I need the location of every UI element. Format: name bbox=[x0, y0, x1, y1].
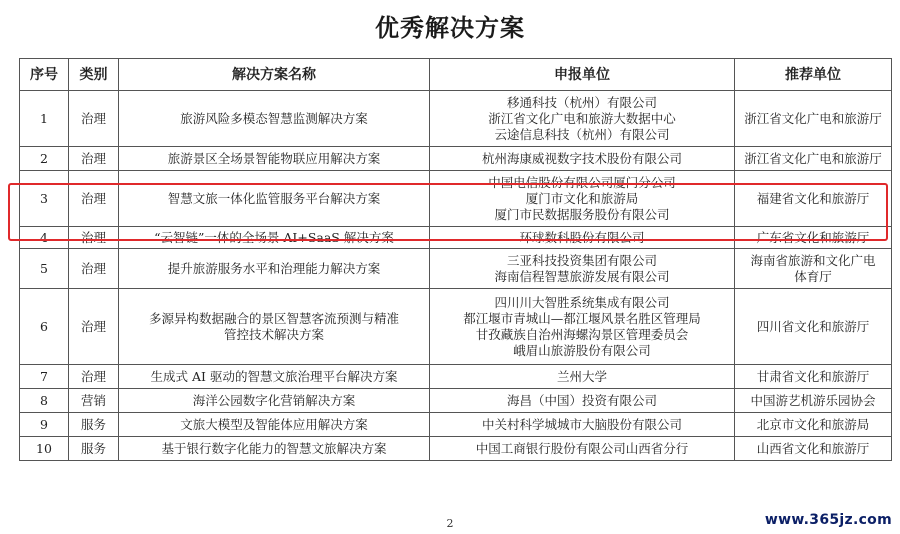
cell-applicant-org-line: 四川川大智胜系统集成有限公司 bbox=[494, 294, 670, 310]
cell-solution-name bbox=[119, 147, 430, 171]
header-no: 序号 bbox=[20, 59, 69, 91]
cell-solution-name bbox=[119, 249, 430, 289]
cell-recommender-line: 浙江省文化广电和旅游厅 bbox=[744, 110, 882, 126]
cell-solution-name-line: “云智链”一体的全场景 AI+SaaS 解决方案 bbox=[154, 229, 394, 245]
cell-recommender bbox=[735, 437, 892, 461]
cell-applicant-org-line: 浙江省文化广电和旅游大数据中心 bbox=[488, 110, 676, 126]
table-row bbox=[20, 437, 892, 461]
table-row bbox=[20, 413, 892, 437]
cell-applicant-org-line: 云途信息科技（杭州）有限公司 bbox=[494, 126, 670, 142]
table-row bbox=[20, 289, 892, 365]
cell-no: 2 bbox=[20, 147, 69, 171]
cell-recommender bbox=[735, 289, 892, 365]
cell-no: 1 bbox=[20, 91, 69, 147]
cell-applicant-org-line: 海昌（中国）投资有限公司 bbox=[506, 392, 657, 408]
cell-category: 治理 bbox=[69, 171, 119, 227]
cell-category: 治理 bbox=[69, 249, 119, 289]
cell-solution-name bbox=[119, 413, 430, 437]
cell-recommender bbox=[735, 171, 892, 227]
cell-applicant-org-line: 厦门市民数据服务股份有限公司 bbox=[494, 206, 670, 222]
cell-solution-name bbox=[119, 389, 430, 413]
cell-applicant-org bbox=[430, 249, 735, 289]
cell-applicant-org-line: 环球数科股份有限公司 bbox=[519, 229, 645, 245]
cell-recommender-line: 四川省文化和旅游厅 bbox=[756, 318, 870, 334]
table-row bbox=[20, 389, 892, 413]
cell-applicant-org-line: 移通科技（杭州）有限公司 bbox=[506, 94, 657, 110]
table-row bbox=[20, 227, 892, 249]
cell-recommender-line: 福建省文化和旅游厅 bbox=[756, 190, 870, 206]
cell-no: 7 bbox=[20, 365, 69, 389]
cell-category: 治理 bbox=[69, 147, 119, 171]
cell-category: 营销 bbox=[69, 389, 119, 413]
cell-applicant-org-line: 中国工商银行股份有限公司山西省分行 bbox=[475, 440, 689, 456]
cell-no: 3 bbox=[20, 171, 69, 227]
cell-category: 服务 bbox=[69, 437, 119, 461]
cell-solution-name-line: 提升旅游服务水平和治理能力解决方案 bbox=[167, 260, 381, 276]
cell-solution-name bbox=[119, 171, 430, 227]
page-title: 优秀解决方案 bbox=[375, 13, 525, 42]
cell-category: 治理 bbox=[69, 365, 119, 389]
cell-category: 治理 bbox=[69, 91, 119, 147]
cell-solution-name-line: 旅游景区全场景智能物联应用解决方案 bbox=[167, 150, 381, 166]
cell-solution-name-line: 生成式 AI 驱动的智慧文旅治理平台解决方案 bbox=[150, 368, 398, 384]
cell-no: 8 bbox=[20, 389, 69, 413]
cell-solution-name-line: 智慧文旅一体化监管服务平台解决方案 bbox=[167, 190, 381, 206]
cell-recommender bbox=[735, 227, 892, 249]
header-recommender: 推荐单位 bbox=[735, 59, 892, 91]
cell-applicant-org bbox=[430, 171, 735, 227]
cell-applicant-org bbox=[430, 437, 735, 461]
cell-applicant-org-line: 厦门市文化和旅游局 bbox=[525, 190, 639, 206]
cell-recommender-line: 北京市文化和旅游局 bbox=[756, 416, 870, 432]
cell-solution-name-line: 文旅大模型及智能体应用解决方案 bbox=[180, 416, 368, 432]
page-number: 2 bbox=[446, 517, 454, 530]
cell-applicant-org bbox=[430, 227, 735, 249]
header-name: 解决方案名称 bbox=[119, 59, 430, 91]
cell-recommender-line: 山西省文化和旅游厅 bbox=[756, 440, 870, 456]
header-category: 类别 bbox=[69, 59, 119, 91]
cell-applicant-org-line: 杭州海康威视数字技术股份有限公司 bbox=[481, 150, 682, 166]
table-row bbox=[20, 147, 892, 171]
cell-recommender bbox=[735, 147, 892, 171]
table-header-row bbox=[20, 59, 892, 91]
cell-no: 10 bbox=[20, 437, 69, 461]
cell-solution-name-line: 基于银行数字化能力的智慧文旅解决方案 bbox=[161, 440, 387, 456]
table-row bbox=[20, 365, 892, 389]
cell-no: 6 bbox=[20, 289, 69, 365]
table-row bbox=[20, 249, 892, 289]
cell-applicant-org bbox=[430, 413, 735, 437]
table-row bbox=[20, 91, 892, 147]
cell-solution-name bbox=[119, 365, 430, 389]
cell-solution-name-line: 多源异构数据融合的景区智慧客流预测与精准 bbox=[148, 310, 399, 326]
cell-recommender-line: 中国游艺机游乐园协会 bbox=[750, 392, 876, 408]
cell-applicant-org bbox=[430, 389, 735, 413]
cell-recommender-line: 广东省文化和旅游厅 bbox=[756, 229, 870, 245]
cell-recommender bbox=[735, 249, 892, 289]
cell-category: 治理 bbox=[69, 289, 119, 365]
cell-solution-name bbox=[119, 227, 430, 249]
watermark-text: www.365jz.com bbox=[764, 512, 892, 528]
cell-applicant-org bbox=[430, 365, 735, 389]
cell-recommender bbox=[735, 365, 892, 389]
cell-recommender-line: 甘肃省文化和旅游厅 bbox=[756, 368, 870, 384]
cell-category: 服务 bbox=[69, 413, 119, 437]
cell-applicant-org-line: 中国电信股份有限公司厦门分公司 bbox=[488, 174, 676, 190]
cell-solution-name-line: 管控技术解决方案 bbox=[223, 326, 324, 342]
cell-solution-name bbox=[119, 91, 430, 147]
cell-recommender-line: 海南省旅游和文化广电 bbox=[750, 252, 876, 268]
table-row bbox=[20, 171, 892, 227]
cell-applicant-org bbox=[430, 289, 735, 365]
cell-applicant-org-line: 甘孜藏族自治州海螺沟景区管理委员会 bbox=[475, 326, 689, 342]
cell-no: 9 bbox=[20, 413, 69, 437]
cell-solution-name-line: 海洋公园数字化营销解决方案 bbox=[192, 392, 356, 408]
cell-applicant-org bbox=[430, 147, 735, 171]
cell-applicant-org-line: 都江堰市青城山—都江堰风景名胜区管理局 bbox=[463, 310, 701, 326]
cell-applicant-org bbox=[430, 91, 735, 147]
cell-applicant-org-line: 兰州大学 bbox=[556, 368, 607, 384]
table-body bbox=[20, 91, 892, 461]
cell-no: 4 bbox=[20, 227, 69, 249]
cell-solution-name-line: 旅游风险多模态智慧监测解决方案 bbox=[180, 110, 368, 126]
cell-recommender-line: 体育厅 bbox=[794, 268, 832, 284]
cell-applicant-org-line: 中关村科学城城市大脑股份有限公司 bbox=[481, 416, 682, 432]
cell-recommender bbox=[735, 413, 892, 437]
cell-solution-name bbox=[119, 289, 430, 365]
cell-recommender bbox=[735, 91, 892, 147]
cell-applicant-org-line: 海南信程智慧旅游发展有限公司 bbox=[494, 268, 670, 284]
header-org: 申报单位 bbox=[430, 59, 735, 91]
cell-recommender-line: 浙江省文化广电和旅游厅 bbox=[744, 150, 882, 166]
cell-recommender bbox=[735, 389, 892, 413]
cell-category: 治理 bbox=[69, 227, 119, 249]
cell-applicant-org-line: 峨眉山旅游股份有限公司 bbox=[513, 342, 651, 358]
cell-no: 5 bbox=[20, 249, 69, 289]
solutions-table bbox=[19, 58, 892, 461]
cell-solution-name bbox=[119, 437, 430, 461]
cell-applicant-org-line: 三亚科技投资集团有限公司 bbox=[506, 252, 657, 268]
